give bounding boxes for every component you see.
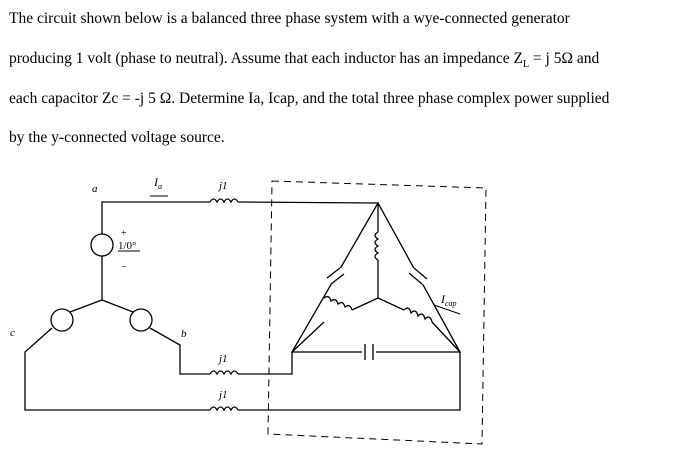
icap-label (440, 292, 457, 308)
problem-line-3: each capacitor Zc = -j 5 Ω. Determine Ia, Icap, and the total three phase complex power supplied (9, 90, 610, 107)
source-b (130, 309, 152, 331)
node-b-label: b (181, 328, 187, 340)
load-boundary (268, 181, 486, 444)
inductor-b-icon (210, 371, 238, 374)
icap-label-main: I (441, 292, 445, 306)
line-c-to-delta (238, 352, 460, 410)
node-c-label: c (10, 327, 15, 339)
line-a-to-delta (238, 202, 378, 203)
inductor-a-label: j1 (219, 180, 228, 192)
ia-label-sub: a (158, 182, 162, 191)
inductor-b-label: j1 (219, 353, 228, 365)
zl-subscript: L (522, 59, 530, 71)
problem-line-2-text: producing 1 volt (phase to neutral). Assume that each inductor has an impedance Z (9, 50, 523, 67)
line-b-wire (150, 328, 210, 374)
inductor-c-icon (210, 407, 238, 410)
wye-inductor-b-icon (404, 308, 432, 322)
problem-line-2-end: = j 5Ω and (529, 50, 600, 67)
node-a-label: a (92, 183, 98, 195)
inductor-a-icon (210, 199, 238, 202)
wye-inductor-c-tail (292, 322, 324, 352)
wye-inductor-c-lead (352, 298, 378, 310)
line-c-wire (25, 328, 210, 410)
source-a (91, 234, 113, 256)
source-plus: + (121, 228, 127, 239)
wye-inductor-b-lead (378, 298, 404, 310)
icap-label-sub: cap (445, 299, 457, 308)
delta-capacitor-wires (292, 203, 460, 352)
wye-inductor-a-icon (375, 232, 378, 260)
ia-label-main: I (154, 175, 158, 189)
wye-inductor-c-icon (324, 297, 352, 310)
line-b-to-delta (238, 352, 292, 374)
source-voltage-label: 1/0° (118, 240, 137, 252)
ia-label (153, 175, 162, 191)
inductor-c-label: j1 (219, 389, 228, 401)
source-minus: − (121, 262, 127, 273)
source-c (51, 309, 73, 331)
problem-line-1: The circuit shown below is a balanced three phase system with a wye-connected generator (9, 10, 570, 27)
line-a-wire (102, 202, 210, 234)
problem-line-4: by the y-connected voltage source. (9, 129, 225, 146)
